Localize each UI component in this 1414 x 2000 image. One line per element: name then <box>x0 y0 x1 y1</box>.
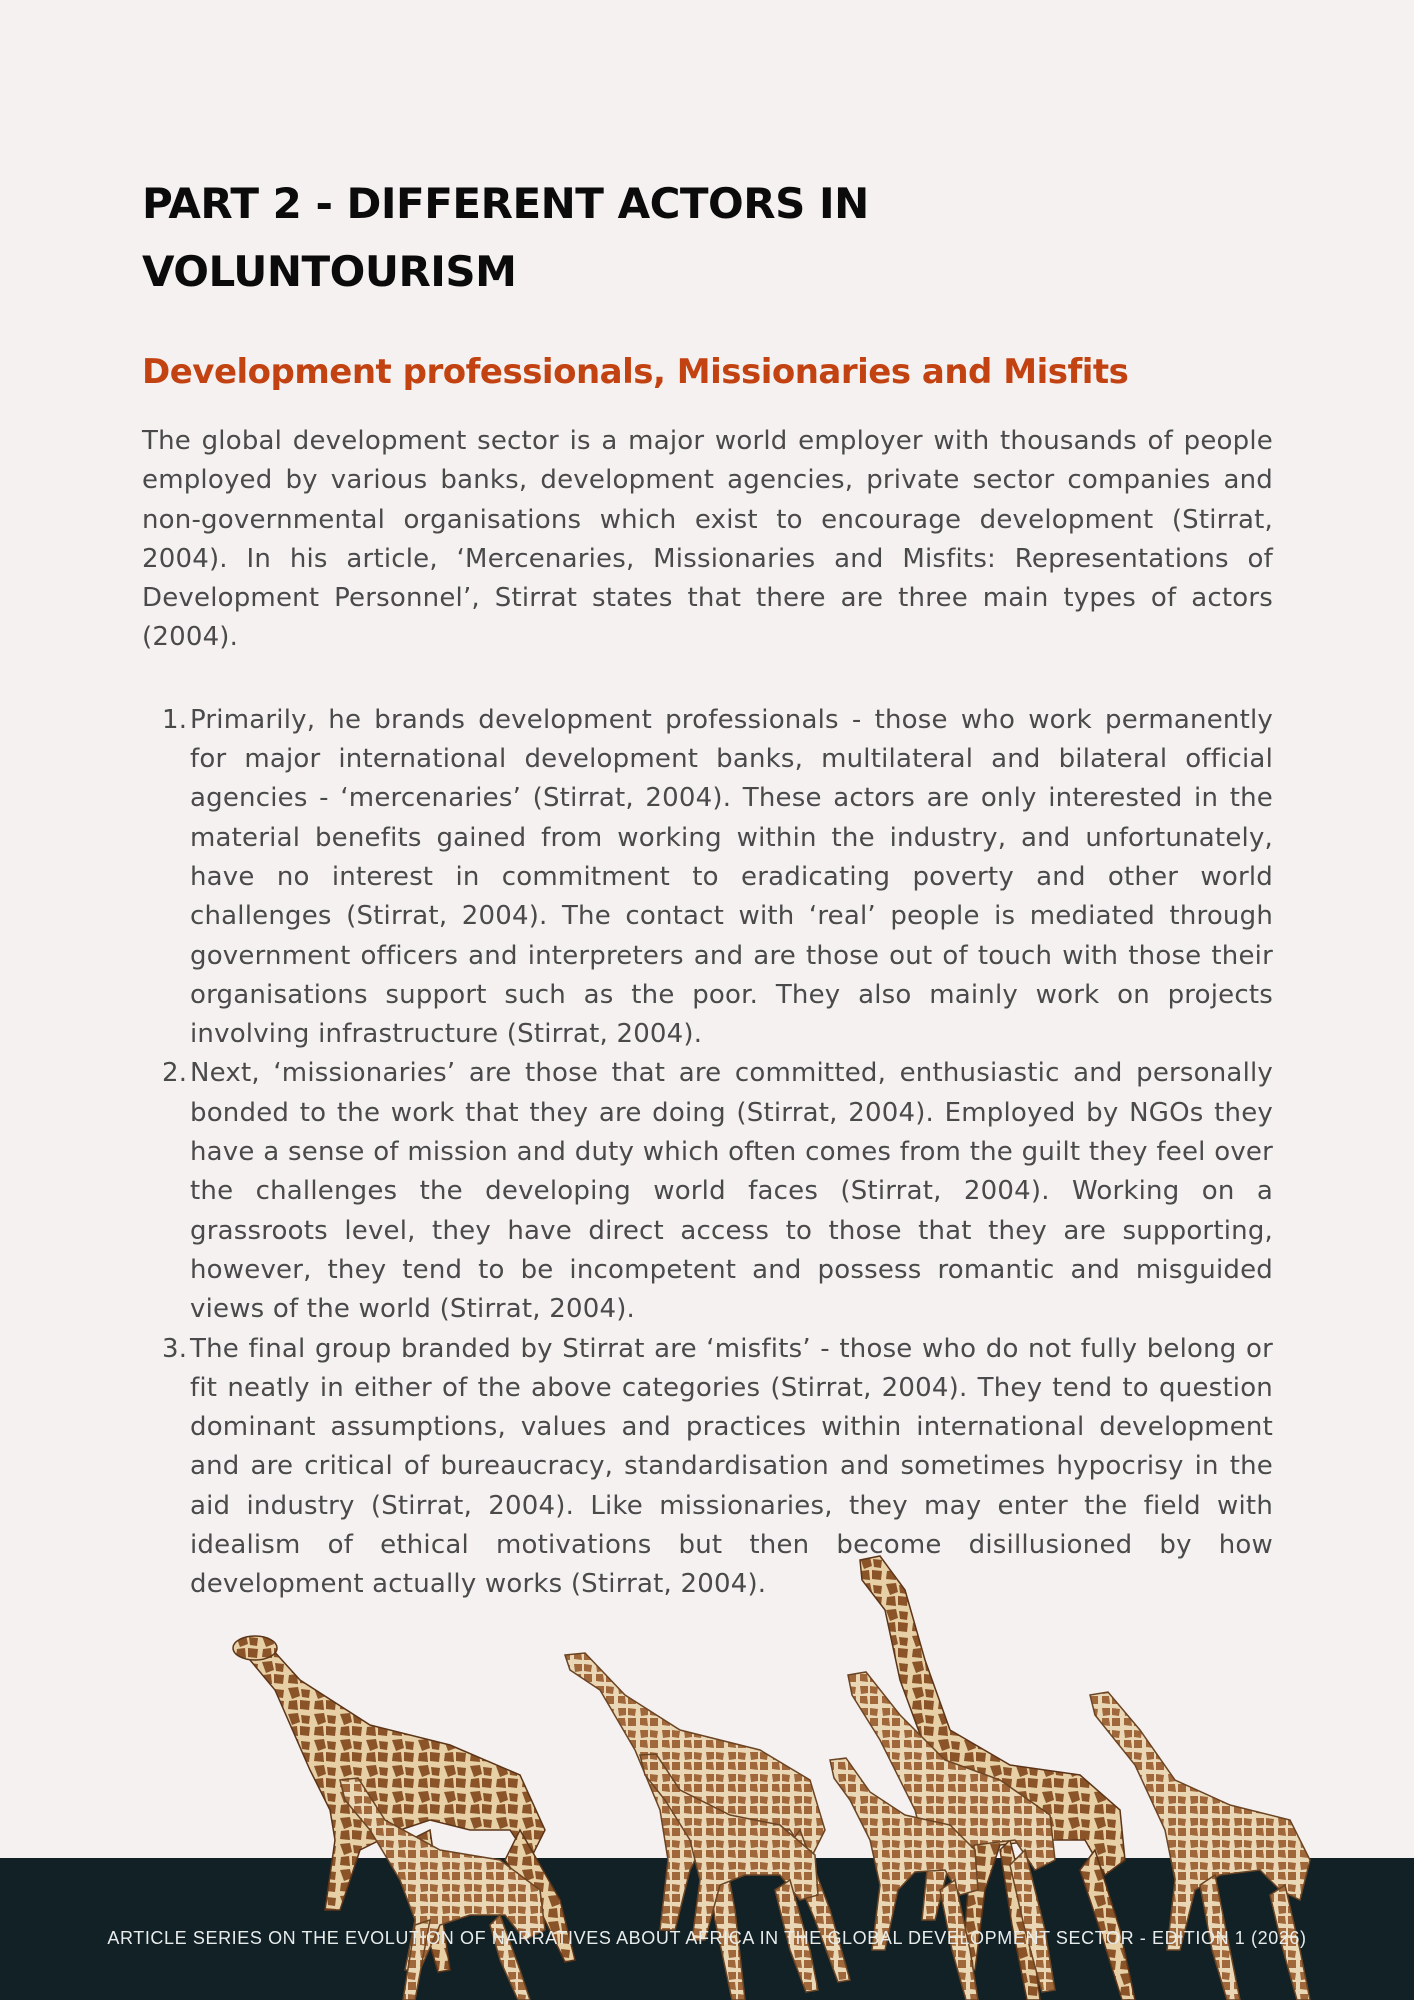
list-item-number: 3. <box>162 1333 188 1364</box>
actor-types-list <box>142 701 1273 1605</box>
article-content <box>142 170 1273 1605</box>
list-item-text: Primarily, he brands development professionals - those who work permanently for major international development banks, multilateral and bilateral official agencies - ‘mercenaries’ (Stirrat, 2004). These actors are only interested in the material benefits gained from working within the industry, and unfortunately, have no interest in commitment to eradicating poverty and other world challenges (Stirrat, 2004). The contact with ‘real’ people is mediated through government officers and interpreters and are those out of touch with those their organisations support such as the poor. They also mainly work on projects involving infrastructure (Stirrat, 2004). <box>190 704 1273 1050</box>
list-item <box>142 701 1273 1055</box>
footer-caption: ARTICLE SERIES ON THE EVOLUTION OF NARRATIVES ABOUT AFRICA IN THE GLOBAL DEVELOPMENT SECTOR - EDITION 1 (2026) <box>107 1928 1307 1948</box>
list-item-number: 2. <box>162 1058 188 1089</box>
list-item <box>142 1054 1273 1329</box>
list-item-text: Next, ‘missionaries’ are those that are committed, enthusiastic and personally bonded to the work that they are doing (Stirrat, 2004). Employed by NGOs they have a sense of mission and duty which often comes from the guilt they feel over the challenges the developing world faces (Stirrat, 2004). Working on a grassroots level, they have direct access to those that they are supporting, however, they tend to be incompetent and possess romantic and misguided views of the world (Stirrat, 2004). <box>190 1058 1273 1325</box>
section-subheading: Development professionals, Missionaries and Misfits <box>142 352 1129 392</box>
page-title: PART 2 - DIFFERENT ACTORS IN VOLUNTOURISM <box>142 179 869 296</box>
list-item-number: 1. <box>162 704 188 735</box>
list-item-text: The final group branded by Stirrat are ‘misfits’ - those who do not fully belong or fit neatly in either of the above categories (Stirrat, 2004). They tend to question dominant assumptions, values and practices within international development and are critical of bureaucracy, standardisation and sometimes hypocrisy in the aid industry (Stirrat, 2004). Like missionaries, they may enter the field with idealism of ethical motivations but then become disillusioned by how development actually works (Stirrat, 2004). <box>190 1333 1273 1600</box>
intro-paragraph: The global development sector is a major world employer with thousands of people employed by various banks, development agencies, private sector companies and non-governmental organisations which exist to encourage development (Stirrat, 2004). In his article, ‘Mercenaries, Missionaries and Misfits: Representations of Development Personnel’, Stirrat states that there are three main types of actors (2004). <box>142 426 1273 653</box>
